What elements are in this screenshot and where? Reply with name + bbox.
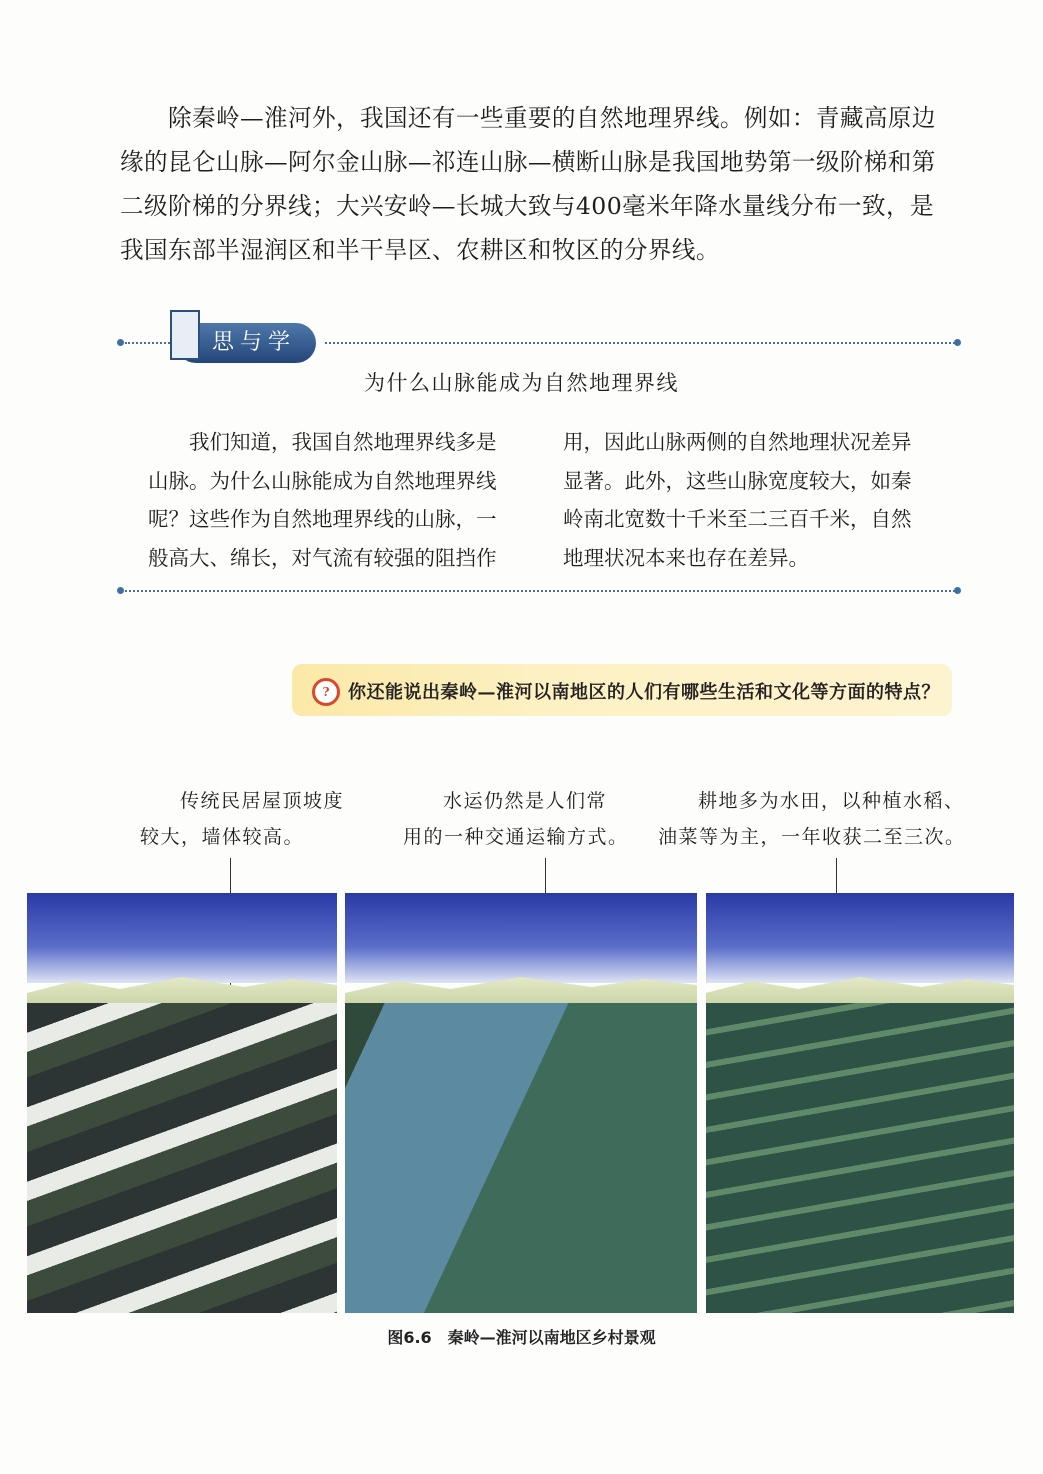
text-line: 我们知道，我国自然地理界线多是 [189, 430, 497, 454]
text-line: 用，因此山脉两侧的自然地理状况差异 [563, 430, 912, 454]
question-text: 你还能说出秦岭—淮河以南地区的人们有哪些生活和文化等方面的特点？ [348, 682, 940, 703]
annotation-line: 用的一种交通运输方式。 [403, 826, 629, 848]
text-line: 岭南北宽数十千米至二三百千米，自然 [563, 507, 912, 531]
annotation-line: 水运仍然是人们常 [443, 790, 608, 812]
annotation-line: 油菜等为主，一年收获二至三次。 [658, 826, 966, 848]
paragraph-line: 我国东部半湿润区和半干旱区、农耕区和牧区的分界线。 [120, 236, 720, 264]
paragraph-line: 缘的昆仑山脉—阿尔金山脉—祁连山脉—横断山脉是我国地势第一级阶梯和第 [120, 148, 936, 176]
box-right-column [563, 423, 938, 577]
paragraph-line: 除秦岭—淮河外，我国还有一些重要的自然地理界线。例如：青藏高原边 [168, 104, 936, 132]
annotation-line: 耕地多为水田，以种植水稻、 [698, 790, 965, 812]
book-icon [170, 310, 200, 360]
intro-paragraph [120, 96, 960, 272]
divider [125, 590, 955, 592]
annotation-line: 较大，墙体较高。 [140, 826, 305, 848]
text-line: 呢？这些作为自然地理界线的山脉，一 [148, 507, 497, 531]
speech-bubble-icon: ? [312, 678, 340, 706]
text-line: 山脉。为什么山脉能成为自然地理界线 [148, 468, 497, 493]
paddy-fields-illustration [706, 893, 1014, 1313]
text-line: 般高大、绵长，对气流有较强的阻挡作 [148, 545, 497, 570]
waterway-illustration [345, 893, 697, 1313]
annotation-line: 传统民居屋顶坡度 [180, 790, 345, 812]
dotline-end [117, 339, 124, 346]
paragraph-line: 二级阶梯的分界线；大兴安岭—长城大致与400毫米年降水量线分布一致，是 [120, 192, 935, 220]
divider [125, 342, 170, 344]
box-left-column [148, 423, 523, 577]
annotation-houses [140, 783, 344, 855]
figure-caption: 图6.6 秦岭—淮河以南地区乡村景观 [387, 1328, 656, 1347]
annotation-paddy [658, 783, 966, 855]
text-line: 显著。此外，这些山脉宽度较大，如秦 [563, 468, 912, 493]
think-learn-badge: 思与学 [176, 323, 316, 363]
box-title: 为什么山脉能成为自然地理界线 [364, 371, 679, 395]
dotline-end [954, 587, 961, 594]
village-houses-illustration [27, 893, 337, 1313]
text-line: 地理状况本来也存在差异。 [563, 545, 809, 570]
divider [325, 342, 955, 344]
dotline-end [954, 339, 961, 346]
dotline-end [117, 587, 124, 594]
annotation-waterway [403, 783, 629, 855]
